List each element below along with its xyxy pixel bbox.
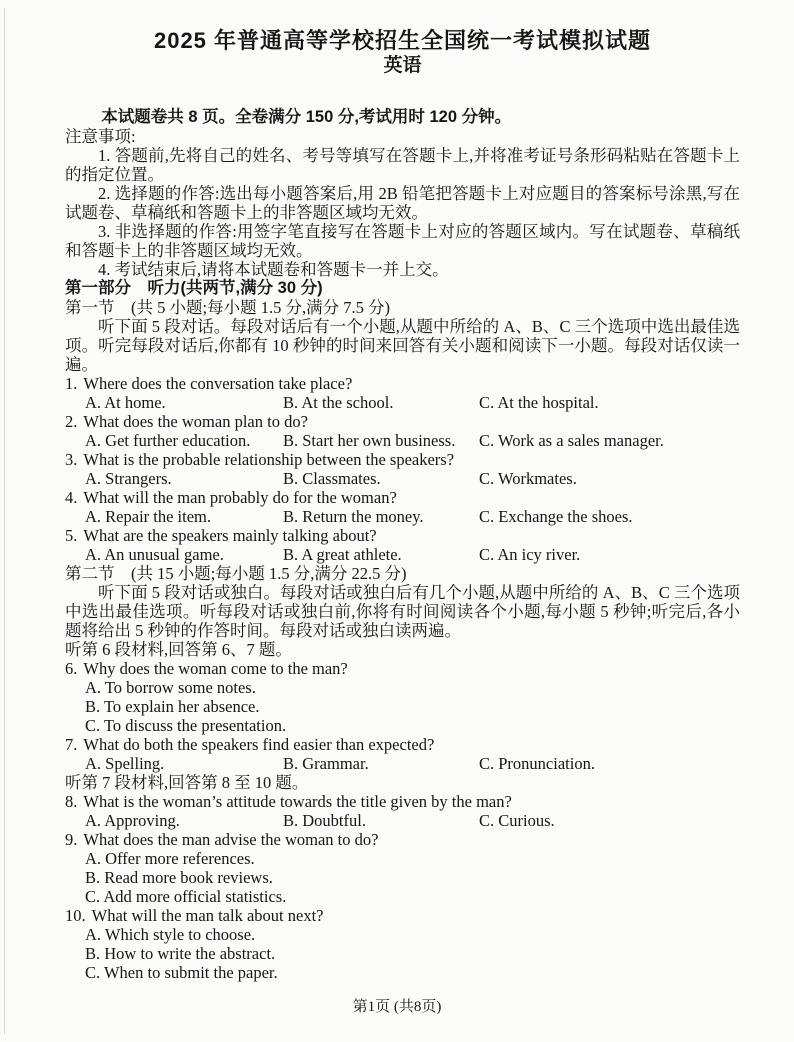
question-text: What does the man advise the woman to do? xyxy=(83,830,379,849)
option-a: A. Approving. xyxy=(85,811,180,830)
option-b: B. Read more book reviews. xyxy=(85,868,273,887)
option-a: A. Which style to choose. xyxy=(85,925,256,944)
question-number: 8. xyxy=(65,792,78,811)
section2-instructions: 听下面 5 段对话或独白。每段对话或独白后有几个小题,从题中所给的 A、B、C 三个选项中选出最佳选项。听每段对话或独白前,你将有时间阅读各个小题,每小题 5 秒钟;听完后,各小题将给出 5 秒钟的作答时间。每段对话或独白读两遍。 xyxy=(65,583,740,640)
option-a: A. Strangers. xyxy=(85,469,172,488)
question-text: What are the speakers mainly talking about? xyxy=(83,526,377,545)
material-line-7: 听第 7 段材料,回答第 8 至 10 题。 xyxy=(65,773,309,792)
question-3 xyxy=(65,450,740,488)
notice-item-3: 3. 非选择题的作答:用签字笔直接写在答题卡上对应的答题区域内。写在试题卷、草稿纸和答题卡上的非答题区域均无效。 xyxy=(65,222,740,260)
question-text: What will the man probably do for the woman? xyxy=(83,488,397,507)
option-a: A. Get further education. xyxy=(85,431,251,450)
question-text: What does the woman plan to do? xyxy=(83,412,308,431)
question-text: What will the man talk about next? xyxy=(91,906,324,925)
question-text: What is the probable relationship between the speakers? xyxy=(83,450,455,469)
question-number: 10. xyxy=(65,906,86,925)
option-c: C. An icy river. xyxy=(479,545,581,564)
question-text: Why does the woman come to the man? xyxy=(83,659,348,678)
option-c: C. Work as a sales manager. xyxy=(479,431,664,450)
question-number: 3. xyxy=(65,450,78,469)
question-number: 4. xyxy=(65,488,78,507)
question-9 xyxy=(65,830,740,906)
option-a: A. Offer more references. xyxy=(85,849,255,868)
option-c: C. Curious. xyxy=(479,811,555,830)
option-a: A. To borrow some notes. xyxy=(85,678,256,697)
notice-item-2: 2. 选择题的作答:选出每小题答案后,用 2B 铅笔把答题卡上对应题目的答案标号涂黑,写在试题卷、草稿纸和答题卡上的非答题区域均无效。 xyxy=(65,184,740,222)
question-number: 6. xyxy=(65,659,78,678)
option-a: A. Repair the item. xyxy=(85,507,212,526)
question-6 xyxy=(65,659,740,735)
section1-instructions: 听下面 5 段对话。每段对话后有一个小题,从题中所给的 A、B、C 三个选项中选出最佳选项。听完每段对话后,你都有 10 秒钟的时间来回答有关小题和阅读下一小题。每段对话仅读一遍。 xyxy=(65,317,740,374)
question-number: 1. xyxy=(65,374,78,393)
question-number: 9. xyxy=(65,830,78,849)
option-a: A. Spelling. xyxy=(85,754,165,773)
question-text: Where does the conversation take place? xyxy=(83,374,353,393)
option-b: B. Doubtful. xyxy=(283,811,366,830)
option-b: B. Start her own business. xyxy=(283,431,456,450)
part1-heading: 第一部分 听力(共两节,满分 30 分) xyxy=(65,279,323,297)
option-b: B. Grammar. xyxy=(283,754,369,773)
option-b: B. At the school. xyxy=(283,393,394,412)
option-a: A. An unusual game. xyxy=(85,545,224,564)
question-8 xyxy=(65,792,740,830)
scan-edge-line xyxy=(4,8,5,1034)
option-c: C. Exchange the shoes. xyxy=(479,507,633,526)
question-number: 2. xyxy=(65,412,78,431)
question-4 xyxy=(65,488,740,526)
notice-item-4: 4. 考试结束后,请将本试题卷和答题卡一并上交。 xyxy=(98,260,449,279)
option-b: B. Classmates. xyxy=(283,469,381,488)
option-c: C. Add more official statistics. xyxy=(85,887,287,906)
option-b: B. How to write the abstract. xyxy=(85,944,276,963)
option-b: B. A great athlete. xyxy=(283,545,402,564)
option-c: C. At the hospital. xyxy=(479,393,599,412)
option-b: B. Return the money. xyxy=(283,507,424,526)
option-c: C. To discuss the presentation. xyxy=(85,716,287,735)
exam-info-line: 本试题卷共 8 页。全卷满分 150 分,考试用时 120 分钟。 xyxy=(101,108,512,126)
material-line-6: 听第 6 段材料,回答第 6、7 题。 xyxy=(65,640,292,659)
question-number: 5. xyxy=(65,526,78,545)
question-1 xyxy=(65,374,740,412)
section2-heading: 第二节 (共 15 小题;每小题 1.5 分,满分 22.5 分) xyxy=(65,564,407,583)
question-text: What is the woman’s attitude towards the title given by the man? xyxy=(83,792,512,811)
notice-header: 注意事项: xyxy=(65,127,136,146)
option-c: C. When to submit the paper. xyxy=(85,963,278,982)
page-title: 2025 年普通高等学校招生全国统一考试模拟试题 xyxy=(153,28,652,53)
option-b: B. To explain her absence. xyxy=(85,697,260,716)
question-10 xyxy=(65,906,740,982)
question-5 xyxy=(65,526,740,564)
option-c: C. Workmates. xyxy=(479,469,577,488)
section1-heading: 第一节 (共 5 小题;每小题 1.5 分,满分 7.5 分) xyxy=(65,298,390,317)
page-number: 第1页 (共8页) xyxy=(352,999,442,1015)
subject-title: 英语 xyxy=(383,55,422,76)
option-a: A. At home. xyxy=(85,393,166,412)
option-c: C. Pronunciation. xyxy=(479,754,595,773)
question-number: 7. xyxy=(65,735,78,754)
question-text: What do both the speakers find easier than expected? xyxy=(83,735,435,754)
question-2 xyxy=(65,412,740,450)
notice-item-1: 1. 答题前,先将自己的姓名、考号等填写在答题卡上,并将准考证号条形码粘贴在答题卡上的指定位置。 xyxy=(65,146,740,184)
question-7 xyxy=(65,735,740,773)
